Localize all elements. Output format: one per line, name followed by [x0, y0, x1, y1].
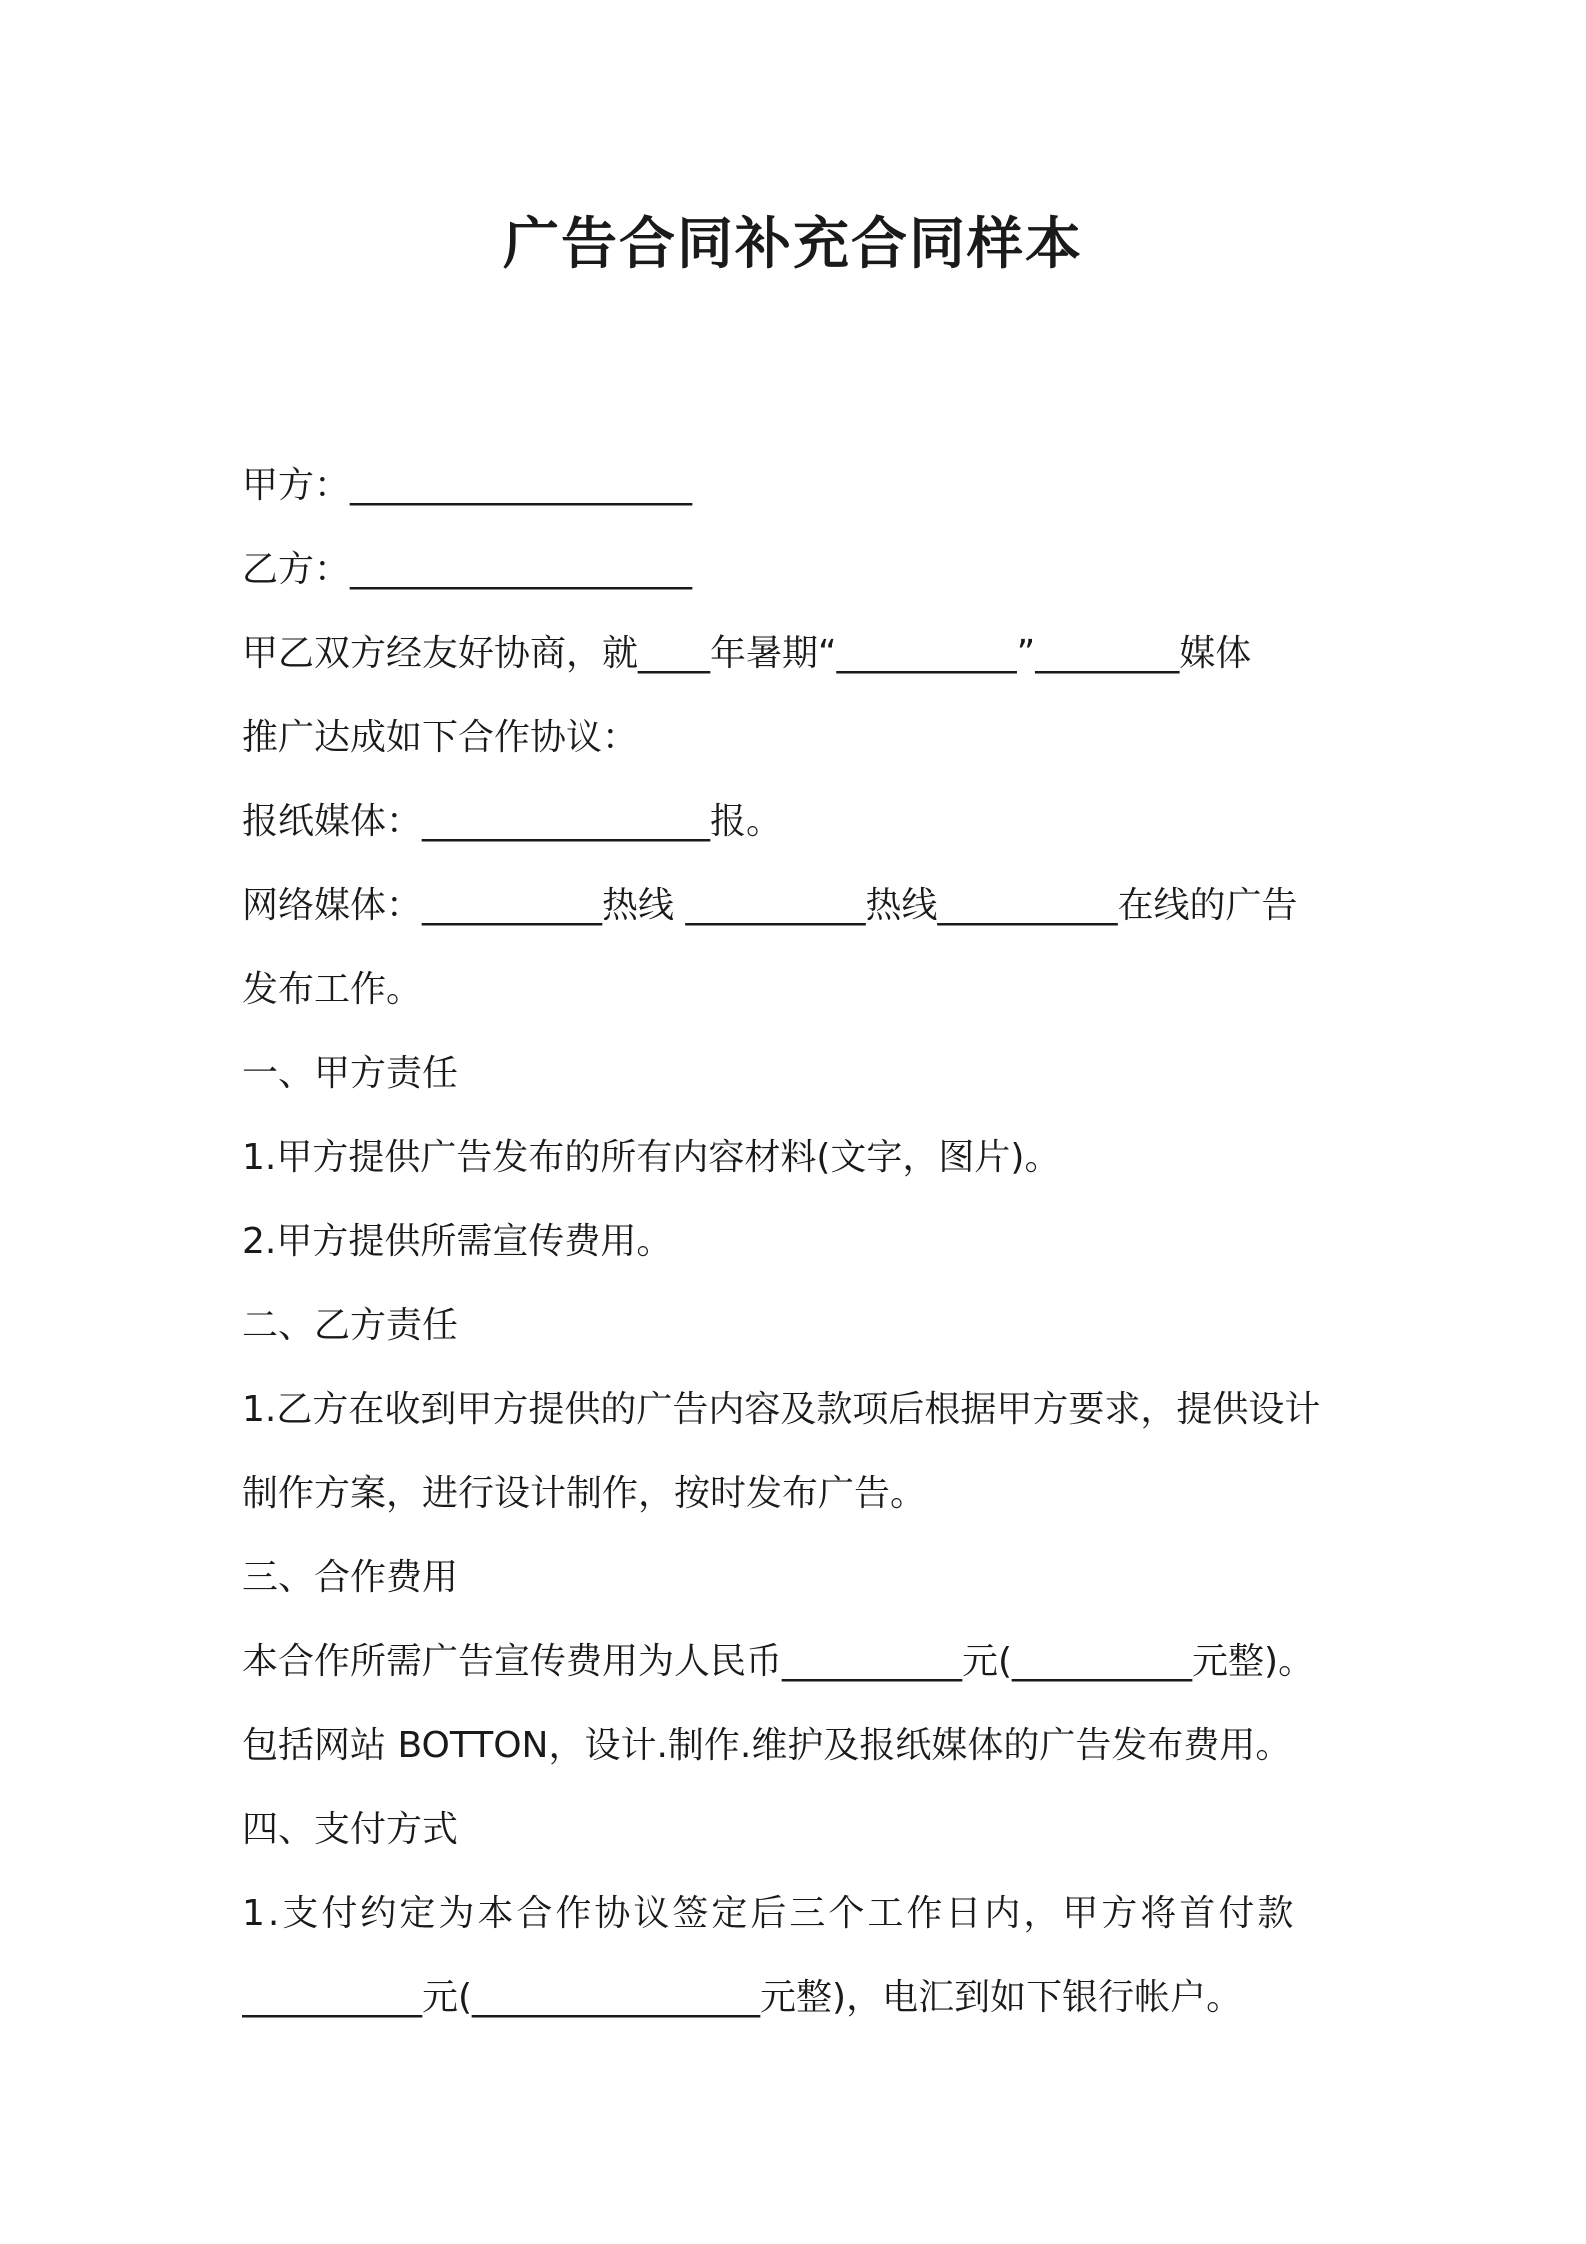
fees-line-2: 包括网站 BOTTON，设计.制作.维护及报纸媒体的广告发布费用。	[242, 1725, 1292, 1766]
section-heading-fees: 三、合作费用	[242, 1557, 459, 1598]
party-a-line: 甲方：___________________	[242, 465, 693, 506]
fees-line-1: 本合作所需广告宣传费用为人民币__________元(__________元整)。	[242, 1641, 1315, 1682]
party-b-line: 乙方：___________________	[242, 549, 693, 590]
party-b-clause-1-line-2: 制作方案，进行设计制作，按时发布广告。	[242, 1473, 927, 1514]
online-media-line-2: 发布工作。	[242, 969, 423, 1010]
section-heading-payment: 四、支付方式	[242, 1809, 459, 1850]
online-media-line-1: 网络媒体：__________热线 __________热线__________在线的广告	[242, 885, 1298, 926]
preamble-line-1: 甲乙双方经友好协商，就____年暑期“__________”________媒体	[242, 633, 1252, 674]
party-a-clause-2: 2.甲方提供所需宣传费用。	[242, 1221, 673, 1262]
section-heading-party-a: 一、甲方责任	[242, 1053, 459, 1094]
newspaper-media-line: 报纸媒体：________________报。	[242, 801, 783, 842]
party-a-clause-1: 1.甲方提供广告发布的所有内容材料(文字，图片)。	[242, 1137, 1061, 1178]
document-title: 广告合同补充合同样本	[503, 212, 1083, 277]
section-heading-party-b: 二、乙方责任	[242, 1305, 459, 1346]
payment-clause-1-line-1: 1.支付约定为本合作协议签定后三个工作日内，甲方将首付款	[242, 1893, 1297, 1934]
party-b-clause-1-line-1: 1.乙方在收到甲方提供的广告内容及款项后根据甲方要求，提供设计	[242, 1389, 1321, 1430]
document-body	[242, 444, 1354, 2040]
payment-clause-1-line-2: __________元(________________元整)，电汇到如下银行帐户。	[242, 1977, 1243, 2018]
preamble-line-2: 推广达成如下合作协议：	[242, 717, 639, 758]
